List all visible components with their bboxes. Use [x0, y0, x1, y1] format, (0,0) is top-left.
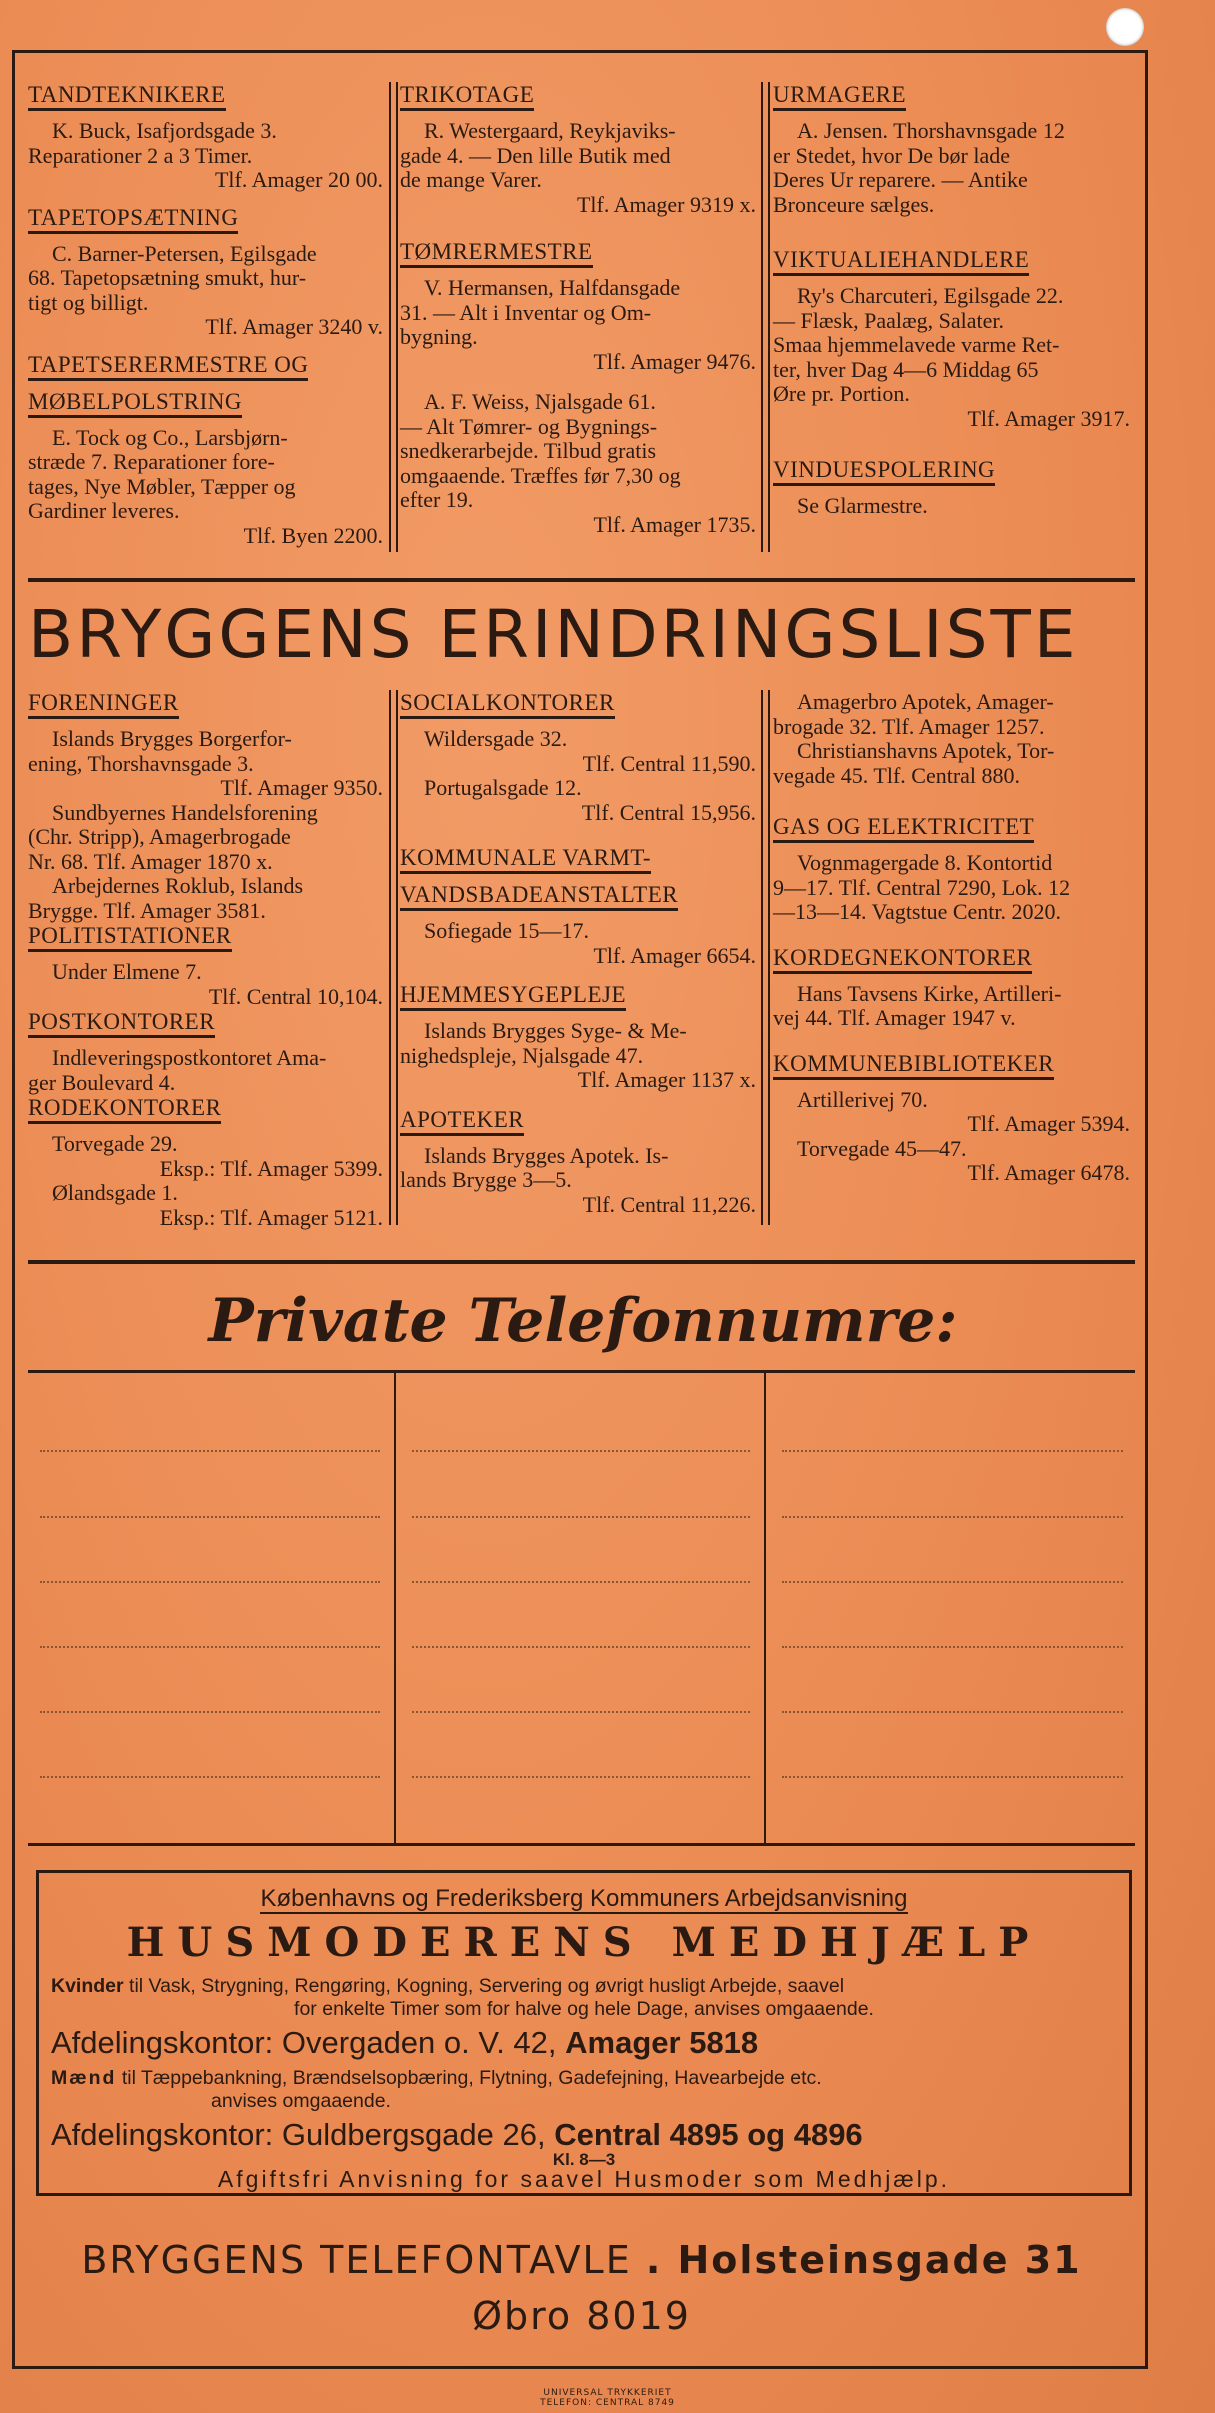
text-line: Reparationer 2 a 3 Timer. [28, 142, 253, 168]
section-divider [28, 1260, 1135, 1264]
text-line: omgaaende. Træffes før 7,30 og [400, 462, 681, 488]
text-line: Hans Tavsens Kirke, Artilleri- [797, 980, 1062, 1006]
mid-column-3 [773, 690, 1130, 1186]
heading-kommunale-varmt: KOMMUNALE VARMT- [400, 845, 651, 874]
heading-viktualiehandlere: VIKTUALIEHANDLERE [773, 247, 1029, 276]
column-divider [761, 82, 770, 552]
printer-phone: TELEFON: CENTRAL 8749 [540, 2398, 675, 2408]
heading-trikotage: TRIKOTAGE [400, 82, 534, 111]
text-line: ening, Thorshavnsgade 3. [28, 750, 254, 776]
write-line [412, 1711, 750, 1713]
text-line: tigt og billigt. [28, 289, 149, 315]
heading-tapetserermestre: TAPETSERERMESTRE OG [28, 352, 308, 381]
text-line: —13—14. Vagtstue Centr. 2020. [773, 899, 1062, 924]
write-line [40, 1516, 380, 1518]
phone-line: Tlf. Central 11,590. [582, 750, 756, 776]
write-line [782, 1450, 1123, 1452]
notes-column[interactable] [770, 1373, 1135, 1843]
ad-men-text [51, 2067, 1117, 2113]
ad-women-label: Kvinder [51, 1975, 124, 1997]
text-line: — Flæsk, Paalæg, Salater. [773, 307, 1004, 333]
text-line: bygning. [400, 324, 478, 349]
ad-hours: Kl. 8—3 [552, 2150, 616, 2169]
write-line [412, 1450, 750, 1452]
text-line: Torvegade 29. [52, 1131, 178, 1156]
text-line: Wildersgade 32. [424, 726, 568, 751]
heading-tandteknikere: TANDTEKNIKERE [28, 82, 226, 111]
text-line: Christianshavns Apotek, Tor- [797, 738, 1055, 763]
heading-vinduespolering: VINDUESPOLERING [773, 457, 995, 486]
text-line: — Alt Tømrer- og Bygnings- [400, 413, 658, 439]
text-line: gade 4. — Den lille Butik med [400, 142, 671, 168]
text-line: Bronceure sælges. [773, 191, 935, 217]
column-divider [761, 690, 770, 1225]
text-line: stræde 7. Reparationer fore- [28, 449, 275, 474]
text-line: Under Elmene 7. [52, 959, 202, 984]
text-line: Brygge. Tlf. Amager 3581. [28, 897, 266, 923]
ad-women-text [51, 1975, 1117, 2021]
heading-gas-og-elektricitet: GAS OG ELEKTRICITET [773, 814, 1034, 843]
text-line: (Chr. Stripp), Amagerbrogade [28, 824, 291, 849]
ad-women-desc-2: for enkelte Timer som for halve og hele Dage, anvises omgaaende. [294, 1998, 874, 2020]
write-line [40, 1776, 380, 1778]
phone-line: Tlf. Central 11,226. [582, 1191, 756, 1217]
write-line [40, 1646, 380, 1648]
text-line: Torvegade 45—47. [797, 1135, 967, 1161]
heading-foreninger: FORENINGER [28, 690, 179, 719]
ad-title: HUSMODERENS MEDHJÆLP [126, 1919, 1042, 1966]
heading-rodekontorer: RODEKONTORER [28, 1095, 221, 1124]
ad-office-1 [51, 2025, 758, 2061]
text-line: efter 19. [400, 487, 474, 512]
punch-hole [1106, 8, 1144, 46]
text-line: R. Westergaard, Reykjaviks- [424, 118, 676, 143]
write-line [412, 1581, 750, 1583]
ad-heading-text: Københavns og Frederiksberg Kommuners Arbejdsanvisning [260, 1885, 908, 1912]
phone-line: Tlf. Amager 3917. [967, 405, 1130, 431]
text-line: V. Hermansen, Halfdansgade [424, 275, 681, 300]
phone-line: Tlf. Amager 9319 x. [576, 191, 756, 217]
text-line: lands Brygge 3—5. [400, 1167, 572, 1192]
text-line: vegade 45. Tlf. Central 880. [773, 762, 1021, 788]
ad-free-notice: Afgiftsfri Anvisning for saavel Husmoder som Medhjælp. [217, 2166, 951, 2192]
write-line [782, 1646, 1123, 1648]
footer-address: . Holsteinsgade 31 [645, 2238, 1082, 2282]
write-line [782, 1776, 1123, 1778]
phone-line: Tlf. Central 10,104. [208, 983, 383, 1009]
text-line: Sofiegade 15—17. [424, 918, 589, 943]
text-line: 31. — Alt i Inventar og Om- [400, 299, 652, 325]
phone-line: Tlf. Amager 9476. [593, 348, 756, 374]
phone-line: Tlf. Amager 1735. [593, 511, 756, 537]
mid-column-1 [28, 690, 383, 1230]
phone-line: Tlf. Byen 2200. [243, 522, 383, 548]
text-line: E. Tock og Co., Larsbjørn- [52, 424, 288, 450]
text-line: Sundbyernes Handelsforening [52, 799, 318, 825]
text-line: ger Boulevard 4. [28, 1069, 176, 1095]
text-line: nighedspleje, Njalsgade 47. [400, 1042, 644, 1068]
phone-line: Tlf. Amager 1137 x. [577, 1067, 756, 1092]
text-line: K. Buck, Isafjordsgade 3. [52, 118, 277, 143]
private-numbers-title: Private Telefonnumre: [208, 1286, 958, 1356]
text-line: Islands Brygges Syge- & Me- [424, 1018, 687, 1043]
ad-office-2-address: Afdelingskontor: Guldbergsgade 26, [51, 2117, 546, 2152]
heading-tapetopsaetning: TAPETOPSÆTNING [28, 205, 238, 234]
text-line: er Stedet, hvor De bør lade [773, 142, 1011, 168]
ad-women-desc: til Vask, Strygning, Rengøring, Kogning, Servering og øvrigt husligt Arbejde, saavel [123, 1975, 845, 1997]
text-line: de mange Varer. [400, 167, 542, 192]
text-line: A. Jensen. Thorshavnsgade 12 [797, 118, 1065, 143]
text-line: Gardiner leveres. [28, 498, 180, 523]
notes-column[interactable] [400, 1373, 762, 1843]
write-line [40, 1450, 380, 1452]
heading-politistationer: POLITISTATIONER [28, 923, 232, 952]
text-line: A. F. Weiss, Njalsgade 61. [424, 389, 656, 414]
text-line: C. Barner-Petersen, Egilsgade [52, 240, 317, 266]
phone-line: Tlf. Amager 9350. [220, 775, 383, 800]
text-line: 68. Tapetopsætning smukt, hur- [28, 265, 307, 290]
footer-title: BRYGGENS TELEFONTAVLE [81, 2238, 632, 2282]
phone-line: Tlf. Amager 5394. [967, 1111, 1130, 1136]
text-line: Amagerbro Apotek, Amager- [797, 689, 1054, 714]
write-line [782, 1581, 1123, 1583]
text-line: Ry's Charcuteri, Egilsgade 22. [797, 283, 1064, 308]
text-line: snedkerarbejde. Tilbud gratis [400, 438, 657, 463]
heading-postkontorer: POSTKONTORER [28, 1009, 215, 1038]
phone-line: Tlf. Amager 6654. [593, 942, 756, 968]
write-line [412, 1646, 750, 1648]
write-line [782, 1516, 1123, 1518]
heading-socialkontorer: SOCIALKONTORER [400, 690, 615, 719]
heading-hjemmesygepleje: HJEMMESYGEPLEJE [400, 982, 626, 1011]
notes-column[interactable] [28, 1373, 392, 1843]
text-line: vej 44. Tlf. Amager 1947 v. [773, 1005, 1016, 1030]
heading-vandsbadeanstalter: VANDSBADEANSTALTER [400, 882, 678, 911]
top-column-2 [400, 82, 756, 537]
text-line: 9—17. Tlf. Central 7290, Lok. 12 [773, 874, 1071, 900]
ad-men-label: Mænd [51, 2067, 117, 2089]
column-divider [389, 82, 398, 552]
printer-imprint [0, 2388, 1215, 2408]
write-line [782, 1711, 1123, 1713]
ad-men-desc-2: anvises omgaaende. [211, 2090, 391, 2112]
ad-office-2 [51, 2117, 863, 2153]
text-line: Portugalsgade 12. [424, 775, 582, 800]
text-line: Vognmagergade 8. Kontortid [797, 850, 1053, 875]
private-numbers-grid [28, 1370, 1135, 1846]
write-line [40, 1711, 380, 1713]
text-line: tages, Nye Møbler, Tæpper og [28, 473, 296, 499]
phone-line: Tlf. Central 15,956. [581, 799, 756, 825]
phone-line: Tlf. Amager 6478. [967, 1160, 1130, 1185]
text-line: Indleveringspostkontoret Ama- [52, 1045, 327, 1070]
write-line [412, 1776, 750, 1778]
heading-urmagere: URMAGERE [773, 82, 906, 111]
text-line: Deres Ur reparere. — Antike [773, 167, 1028, 192]
text-line: Nr. 68. Tlf. Amager 1870 x. [28, 848, 273, 874]
employment-agency-ad [36, 1870, 1132, 2196]
ad-office-2-phone: Central 4895 og 4896 [554, 2117, 863, 2152]
write-line [412, 1516, 750, 1518]
text-line: Artillerivej 70. [797, 1086, 928, 1112]
heading-toemrermestre: TØMRERMESTRE [400, 239, 593, 268]
text-line: Islands Brygges Borgerfor- [52, 726, 292, 751]
ad-heading [39, 1885, 1129, 1913]
text-line: Smaa hjemmelavede varme Ret- [773, 332, 1060, 357]
text-line: Ølandsgade 1. [52, 1180, 178, 1205]
phone-line: Tlf. Amager 20 00. [214, 167, 383, 192]
text-line: Se Glarmestre. [797, 493, 928, 518]
phone-line: Eksp.: Tlf. Amager 5399. [159, 1155, 383, 1181]
text-line: Øre pr. Portion. [773, 381, 910, 406]
ad-office-1-address: Afdelingskontor: Overgaden o. V. 42, [51, 2025, 557, 2060]
footer-phone: Øbro 8019 [472, 2294, 691, 2338]
heading-kommunebiblioteker: KOMMUNEBIBLIOTEKER [773, 1051, 1054, 1080]
phone-line: Tlf. Amager 3240 v. [205, 314, 383, 339]
top-column-3 [773, 82, 1130, 519]
mid-column-2 [400, 690, 756, 1217]
write-line [40, 1581, 380, 1583]
page-title: BRYGGENS ERINDRINGSLISTE [28, 596, 1079, 673]
phone-line: Eksp.: Tlf. Amager 5121. [159, 1204, 383, 1230]
top-column-1 [28, 82, 383, 548]
column-divider [389, 690, 398, 1225]
text-line: brogade 32. Tlf. Amager 1257. [773, 713, 1045, 739]
text-line: Arbejdernes Roklub, Islands [52, 873, 304, 898]
heading-kordegnekontorer: KORDEGNEKONTORER [773, 945, 1032, 974]
heading-apoteker: APOTEKER [400, 1107, 524, 1136]
section-divider [28, 578, 1135, 582]
ad-office-1-phone: Amager 5818 [565, 2025, 759, 2060]
text-line: Islands Brygges Apotek. Is- [424, 1142, 669, 1168]
heading-moebelpolstring: MØBELPOLSTRING [28, 389, 242, 418]
printer-name: UNIVERSAL TRYKKERIET [543, 2388, 672, 2398]
text-line: ter, hver Dag 4—6 Middag 65 [773, 356, 1039, 382]
ad-men-desc: til Tæppebankning, Brændselsopbæring, Flytning, Gadefejning, Havearbejde etc. [116, 2067, 822, 2089]
footer-line-1 [28, 2238, 1135, 2282]
